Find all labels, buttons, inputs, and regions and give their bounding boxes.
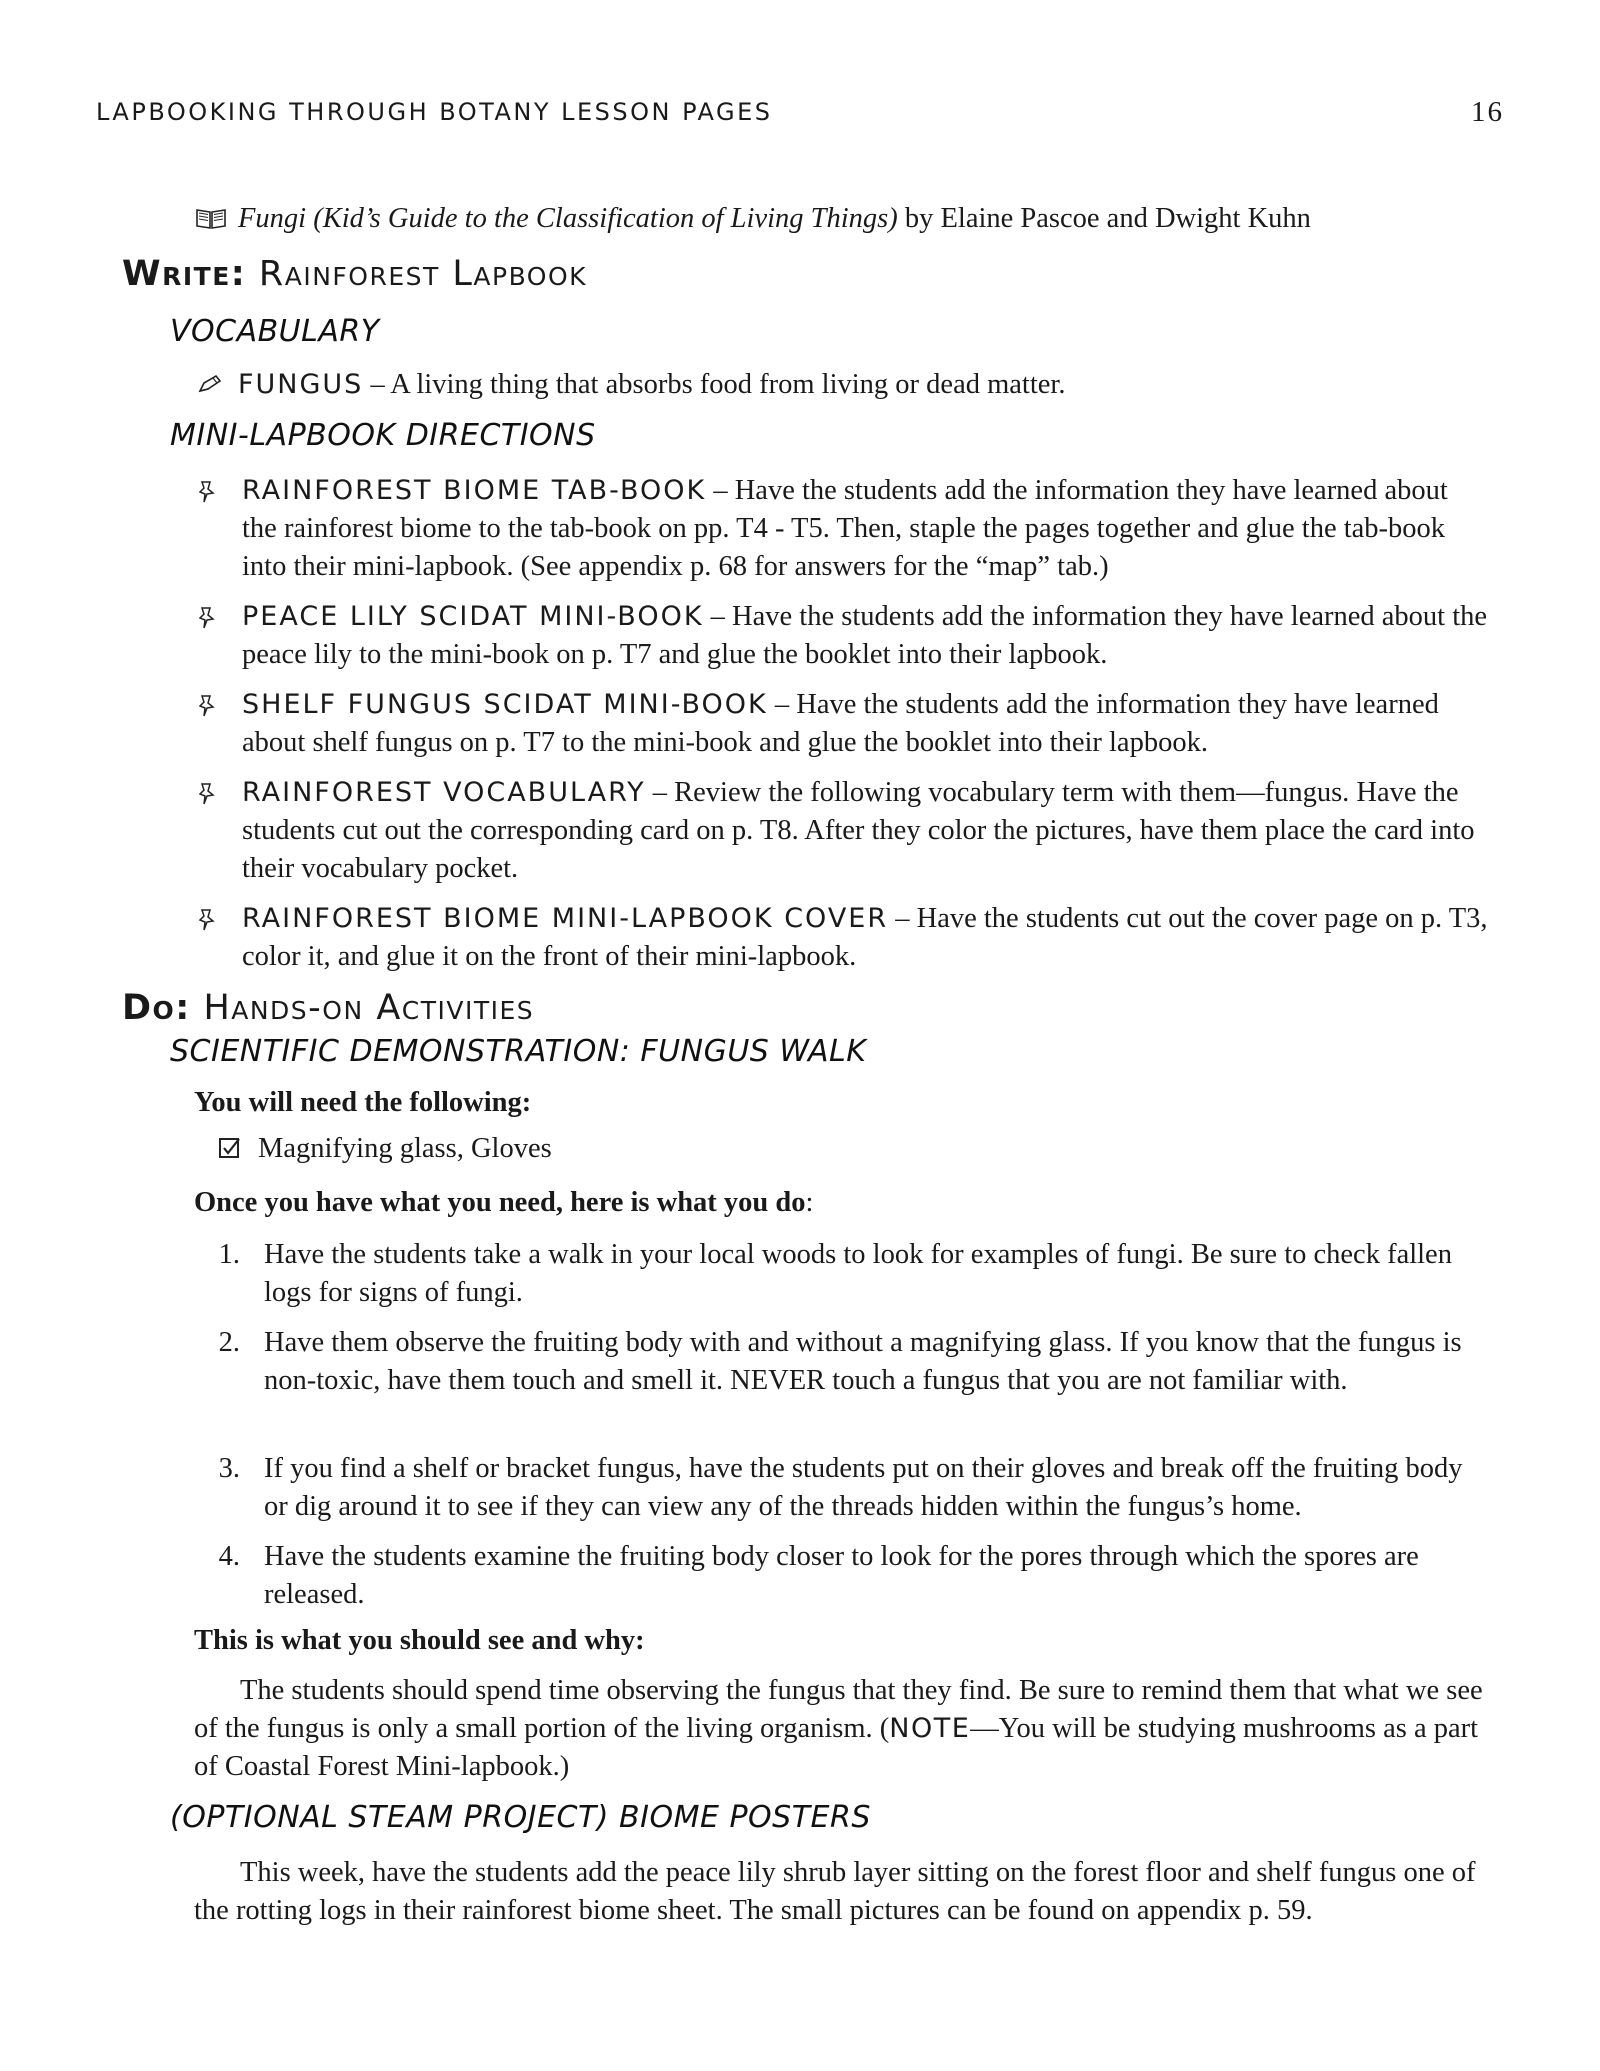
direction-label: PEACE LILY SCIDAT MINI-BOOK bbox=[242, 601, 704, 632]
direction-text: – Have the students cut out the cover page on p. T3, color it, and glue it on the front of their mini-lapbook. bbox=[242, 903, 1488, 972]
direction-text: – Have the students add the information they have learned about the rainforest biome to the tab-book on pp. T4 - T5. Then, staple the pages together and glue the tab-book into their mini-lapbook. (See appendix p. 68 for answers for the “map” tab.) bbox=[242, 475, 1448, 582]
need-label: You will need the following: bbox=[194, 1087, 532, 1118]
see-paragraph bbox=[194, 1672, 1494, 1786]
direction-label: SHELF FUNGUS SCIDAT MINI-BOOK bbox=[242, 689, 768, 720]
pushpin-icon bbox=[198, 908, 216, 932]
steam-heading: (OPTIONAL STEAM PROJECT) BIOME POSTERS bbox=[170, 1800, 871, 1835]
direction-item bbox=[198, 598, 1488, 674]
checkbox-icon bbox=[218, 1136, 242, 1160]
pushpin-icon bbox=[198, 782, 216, 806]
direction-label: RAINFOREST VOCABULARY bbox=[242, 777, 646, 808]
step-text: If you find a shelf or bracket fungus, have the students put on their gloves and break off the fruiting body or dig around it to see if they can view any of the threads hidden within the fungus’s home. bbox=[264, 1453, 1463, 1522]
step-text: Have them observe the fruiting body with and without a magnifying glass. If you know that the fungus is non-toxic, have them touch and smell it. NEVER touch a fungus that you are not familiar with. bbox=[264, 1327, 1462, 1396]
direction-text: – Have the students add the information they have learned about shelf fungus on p. T7 to the mini-book and glue the booklet into their lapbook. bbox=[242, 689, 1439, 758]
need-items-text: Magnifying glass, Gloves bbox=[258, 1133, 552, 1164]
book-title: Fungi (Kid’s Guide to the Classification of Living Things) bbox=[238, 203, 898, 234]
step-item bbox=[200, 1324, 1490, 1400]
book-icon bbox=[196, 207, 226, 229]
step-number: 4. bbox=[218, 1541, 240, 1572]
see-paragraph-start: The students should spend time observing the fungus that they find. Be sure to remind them that what we see of the fungus is only a small portion of the living organism. ( bbox=[194, 1675, 1483, 1744]
do-heading bbox=[122, 988, 534, 1028]
write-heading-lead: Write: bbox=[122, 254, 247, 294]
step-number: 1. bbox=[218, 1239, 240, 1270]
book-authors: by Elaine Pascoe and Dwight Kuhn bbox=[897, 203, 1311, 234]
write-heading bbox=[122, 254, 587, 294]
step-item bbox=[200, 1450, 1490, 1526]
direction-item bbox=[198, 900, 1488, 976]
vocab-term: FUNGUS bbox=[238, 369, 364, 400]
direction-item bbox=[198, 472, 1488, 586]
do-label-text: Once you have what you need, here is what you do bbox=[194, 1187, 806, 1218]
write-heading-title: Rainforest Lapbook bbox=[246, 254, 588, 294]
step-item bbox=[200, 1538, 1490, 1614]
need-item bbox=[218, 1130, 1418, 1168]
step-number: 3. bbox=[218, 1453, 240, 1484]
note-label: NOTE bbox=[889, 1713, 971, 1744]
see-paragraph-end: —You will be studying mushrooms as a part of Coastal Forest Mini-lapbook.) bbox=[194, 1713, 1479, 1782]
page-header bbox=[96, 98, 1504, 138]
vocab-item bbox=[196, 366, 1496, 404]
direction-text: – Have the students add the information they have learned about the peace lily to the mini-book on p. T7 and glue the booklet into their lapbook. bbox=[242, 601, 1488, 670]
book-reference bbox=[196, 200, 1516, 238]
page-number: 16 bbox=[1471, 96, 1504, 128]
direction-item bbox=[198, 686, 1488, 762]
direction-item bbox=[198, 774, 1488, 888]
directions-heading: MINI-LAPBOOK DIRECTIONS bbox=[170, 418, 596, 453]
vocabulary-heading: VOCABULARY bbox=[170, 314, 380, 349]
pencil-icon bbox=[196, 372, 224, 396]
direction-label: RAINFOREST BIOME TAB-BOOK bbox=[242, 475, 707, 506]
pushpin-icon bbox=[198, 694, 216, 718]
direction-text: – Review the following vocabulary term with them—fungus. Have the students cut out the corresponding card on p. T8. After they color the pictures, have them place the card into their vocabulary pocket. bbox=[242, 777, 1475, 884]
steam-paragraph: This week, have the students add the peace lily shrub layer sitting on the forest floor and shelf fungus one of the rotting logs in their rainforest biome sheet. The small pictures can be found on appendix p. 59. bbox=[194, 1857, 1476, 1926]
direction-label: RAINFOREST BIOME MINI-LAPBOOK COVER bbox=[242, 903, 889, 934]
step-number: 2. bbox=[218, 1327, 240, 1358]
pushpin-icon bbox=[198, 480, 216, 504]
running-head: LAPBOOKING THROUGH BOTANY LESSON PAGES bbox=[96, 98, 773, 126]
step-text: Have the students examine the fruiting body closer to look for the pores through which the spores are released. bbox=[264, 1541, 1419, 1610]
do-label-colon: : bbox=[805, 1187, 814, 1218]
see-label: This is what you should see and why: bbox=[194, 1625, 645, 1656]
step-item bbox=[200, 1236, 1490, 1312]
do-label bbox=[194, 1184, 813, 1222]
step-text: Have the students take a walk in your local woods to look for examples of fungi. Be sure to check fallen logs for signs of fungi. bbox=[264, 1239, 1452, 1308]
vocab-definition: – A living thing that absorbs food from living or dead matter. bbox=[363, 369, 1066, 400]
demo-heading: SCIENTIFIC DEMONSTRATION: FUNGUS WALK bbox=[170, 1034, 867, 1069]
pushpin-icon bbox=[198, 606, 216, 630]
do-heading-title: Hands-on Activities bbox=[190, 988, 535, 1028]
do-heading-lead: Do: bbox=[122, 988, 191, 1028]
